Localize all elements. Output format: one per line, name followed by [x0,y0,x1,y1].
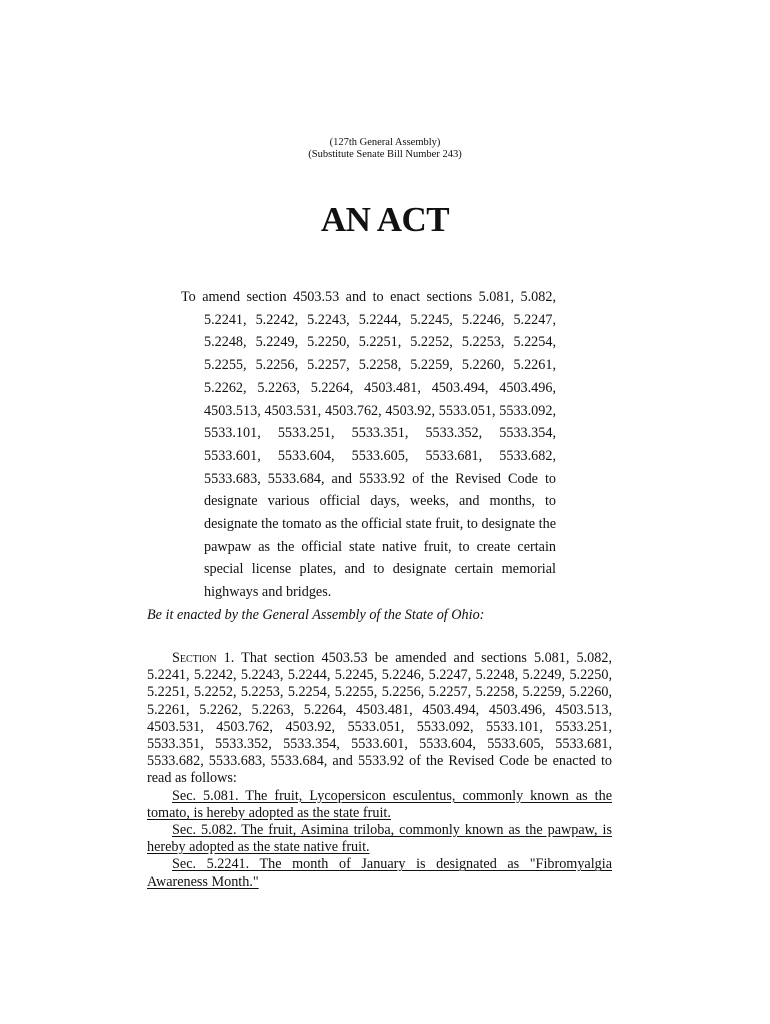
act-title: AN ACT [320,200,450,239]
section-5-082-paragraph [147,822,612,856]
enacting-clause: Be it enacted by the General Assembly of the State of Ohio: [147,607,485,623]
act-purpose-paragraph: To amend section 4503.53 and to enact sections 5.081, 5.082, 5.2241, 5.2242, 5.2243, 5.2244, 5.2245, 5.2246, 5.2247, 5.2248, 5.2249, 5.2250, 5.2251, 5.2252, 5.2253, 5.2254, 5.2255, 5.2256, 5.2257, 5.2258, 5.2259, 5.2260, 5.2261, 5.2262, 5.2263, 5.2264, 4503.481, 4503.494, 4503.496, 4503.513, 4503.531, 4503.762, 4503.92, 5533.051, 5533.092, 5533.101, 5533.251, 5533.351, 5533.352, 5533.354, 5533.601, 5533.604, 5533.605, 5533.681, 5533.682, 5533.683, 5533.684, and 5533.92 of the Revised Code to designate various official days, weeks, and months, to designate the tomato as the official state fruit, to designate the pawpaw as the official state native fruit, to create certain special license plates, and to designate certain memorial highways and bridges. [181,289,556,601]
section-5-2241-text: Sec. 5.2241. The month of January is designated as "Fibromyalgia Awareness Month." [147,856,612,890]
section-5-081-paragraph [147,788,612,822]
section-1-text: 1. That section 4503.53 be amended and sections 5.081, 5.082, 5.2241, 5.2242, 5.2243, 5.2244, 5.2245, 5.2246, 5.2247, 5.2248, 5.2249, 5.2250, 5.2251, 5.2252, 5.2253, 5.2254, 5.2255, 5.2256, 5.2257, 5.2258, 5.2259, 5.2260, 5.2261, 5.2262, 5.2263, 5.2264, 4503.481, 4503.494, 4503.496, 4503.513, 4503.531, 4503.762, 4503.92, 5533.051, 5533.092, 5533.101, 5533.251, 5533.351, 5533.352, 5533.354, 5533.601, 5533.604, 5533.605, 5533.681, 5533.682, 5533.683, 5533.684, and 5533.92 of the Revised Code be enacted to read as follows: [147,650,612,787]
section-5-082-text: Sec. 5.082. The fruit, Asimina triloba, commonly known as the pawpaw, is hereby adopted as the state native fruit. [147,822,612,856]
section-1-paragraph [147,650,612,788]
bill-header [0,137,770,161]
section-5-2241-paragraph [147,856,612,890]
act-body [147,650,612,891]
bill-number-line: (Substitute Senate Bill Number 243) [308,149,462,160]
section-1-label: Section [172,650,217,666]
general-assembly-line: (127th General Assembly) [329,137,441,148]
section-5-081-text: Sec. 5.081. The fruit, Lycopersicon esculentus, commonly known as the tomato, is hereby adopted as the state fruit. [147,787,612,821]
